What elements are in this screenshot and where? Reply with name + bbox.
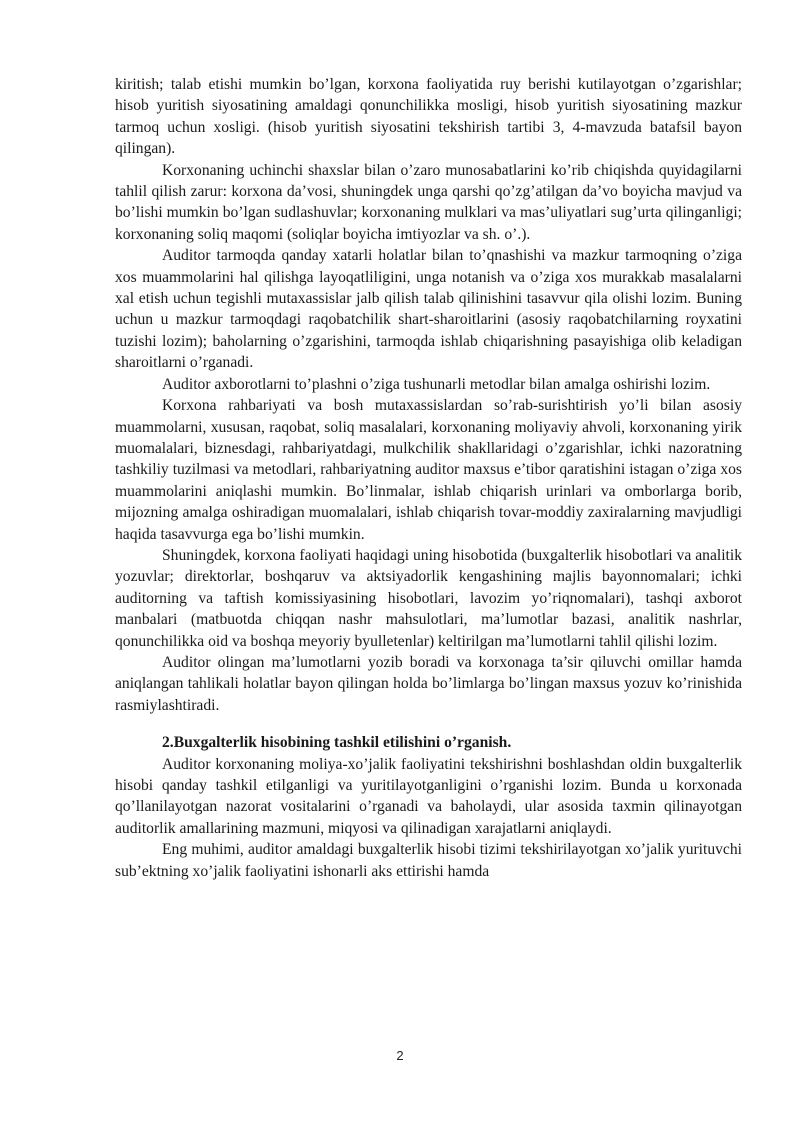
section-heading: 2.Buxgalterlik hisobining tashkil etilishini o’rganish. <box>162 734 512 752</box>
paragraph-third-parties: Korxonaning uchinchi shaxslar bilan o’zaro munosabatlarini ko’rib chiqishda quyidagilarni tahlil qilish zarur: korxona da’vosi, shuningdek unga qarshi qo’zg’atilgan da’vo boyicha mavjud va bo’lishi mumkin bo’lgan sudlashuvlar; korxonaning mulklari va mas’uliyatlari sug’urta qilinganligi; korxonaning soliq maqomi (soliqlar boyicha imtiyozlar va sh. o’.). <box>115 161 742 243</box>
paragraph-accounting-system: Eng muhimi, auditor amaldagi buxgalterlik hisobi tizimi tekshirilayotgan xo’jalik yurituvchi sub’ektning xo’jalik faoliyatini ishonarli aks ettirishi hamda <box>115 841 742 880</box>
paragraph-auditor-records: Auditor olingan ma’lumotlarni yozib boradi va korxonaga ta’sir qiluvchi omillar hamda aniqlangan tahlikali holatlar bayon qilingan holda bo’limlarga bo’lingan maxsus yozuv ko’rinishida rasmiylashtiradi. <box>115 653 742 714</box>
paragraph-management-inquiry: Korxona rahbariyati va bosh mutaxassislardan so’rab-surishtirish yo’li bilan asosiy muammolarni, xususan, raqobat, soliq masalalari, korxonaning moliyaviy ahvoli, korxonaning yirik muomalalari, biznesdagi, rahbariyatdagi, mulkchilik shakllaridagi o’zgarishlar, ichki nazoratning tashkiliy tuzilmasi va metodlari, rahbariyatning auditor maxsus e’tibor qaratishini istagan o’ziga xos muammolarini aniqlashi mumkin. Bo’linmalar, ishlab chiqarish urinlari va omborlarga borib, mijozning amalga oshiradigan muomalalari, ishlab chiqarish tovar-moddiy zaxiralarning mavjudligi haqida tasavvurga ega bo’lishi mumkin. <box>115 397 742 543</box>
document-page-body <box>115 74 742 882</box>
paragraph-reports-analysis: Shuningdek, korxona faoliyati haqidagi uning hisobotida (buxgalterlik hisobotlari va analitik yozuvlar; direktorlar, boshqaruv va aktsiyadorlik kengashining majlis bayonnomalari; ichki auditorning va taftish komissiyasining hisobotlari, lavozim yo’riqnomalari), tashqi axborot manbalari (matbuotda chiqqan nashr mahsulotlari, ma’lumotlar bazasi, analitik nashrlar, qonunchilikka oid va boshqa meyoriy byulletenlar) keltirilgan ma’lumotlarni tahlil qilishi lozim. <box>115 546 742 650</box>
paragraph-information-gathering: Auditor axborotlarni to’plashni o’ziga tushunarli metodlar bilan amalga oshirishi lozim. <box>162 375 711 393</box>
paragraph-continuation: kiritish; talab etishi mumkin bo’lgan, korxona faoliyatida ruy berishi kutilayotgan o’zgarishlar; hisob yuritish siyosatining amaldagi qonunchilikka mosligi, hisob yuritish siyosatining mazkur tarmoq uchun xosligi. (hisob yuritish siyosatini tekshirish tartibi 3, 4-mavzuda batafsil bayon qilingan). <box>115 76 742 158</box>
paragraph-industry-risks: Auditor tarmoqda qanday xatarli holatlar bilan to’qnashishi va mazkur tarmoqning o’ziga xos muammolarini hal qilishga layoqatliligini, unga notanish va o’ziga xos murakkab masalalarni xal etish uchun tegishli mutaxassislar jalb qilish talab qilinishini tasavvur qila olishi lozim. Buning uchun u mazkur tarmoqdagi raqobatchilik shart-sharoitlarini (asosiy raqobatchilarning royxatini tuzishi lozim); baholarning o’zgarishini, tarmoqda ishlab chiqarishning pasayishiga olib keladigan sharoitlarni o’rganadi. <box>115 247 742 372</box>
paragraph-accounting-organization: Auditor korxonaning moliya-xo’jalik faoliyatini tekshirishni boshlashdan oldin buxgalterlik hisobi qanday tashkil etilganligi va yuritilayotganligini o’rganishi lozim. Bunda u korxonada qo’llanilayotgan nazorat vositalarini o’rganadi va baholaydi, ular asosida taxmin qilinayotgan auditorlik amallarining mazmuni, miqyosi va qilinadigan xarajatlarni aniqlaydi. <box>115 755 742 837</box>
page-number: 2 <box>396 1048 404 1063</box>
